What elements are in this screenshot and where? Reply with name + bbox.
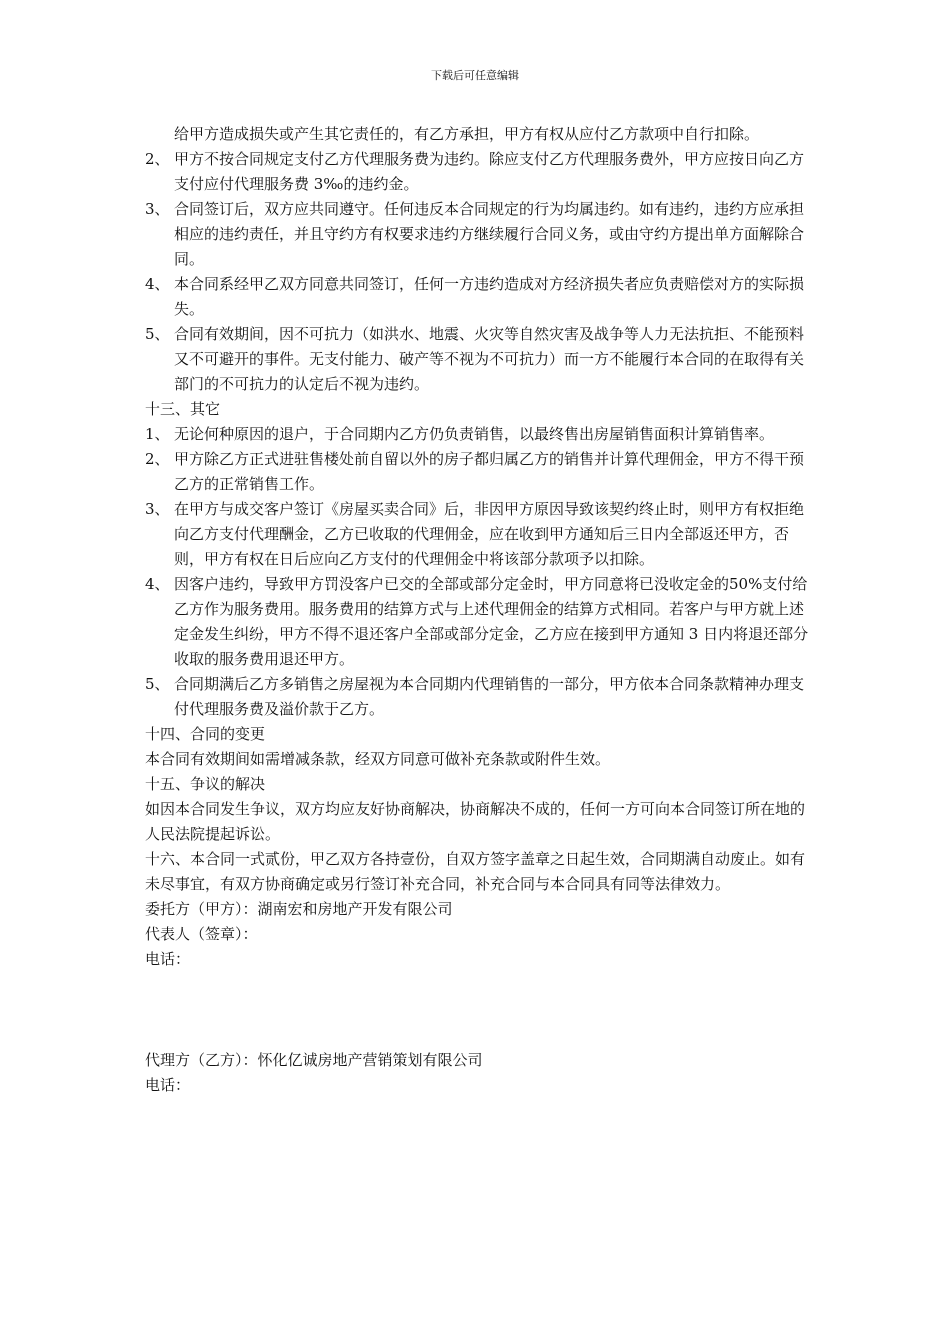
clause-13-5 — [145, 672, 810, 722]
clause-number: 4、 — [145, 575, 170, 593]
clause-text: 因客户违约，导致甲方罚没客户已交的全部或部分定金时，甲方同意将已没收定金的50%支付给乙方作为服务费用。服务费用的结算方式与上述代理佣金的结算方式相同。若客户与甲方就上述定金发生纠纷，甲方不得不退还客户全部或部分定金，乙方应在接到甲方通知 3 日内将退还部分收取的服务费用退还甲方。 — [174, 575, 809, 668]
clause-number: 5、 — [145, 675, 170, 693]
clause-12-5 — [145, 322, 810, 397]
page-header-note: 下载后可任意编辑 — [431, 69, 519, 82]
document-body — [145, 122, 810, 1098]
clause-number: 5、 — [145, 325, 170, 343]
party-a-phone-label: 电话： — [145, 950, 191, 968]
clause-13-1 — [145, 422, 810, 447]
clause-12-2 — [145, 147, 810, 197]
clause-number: 2、 — [145, 450, 170, 468]
party-a-label: 委托方（甲方）：湖南宏和房地产开发有限公司 — [145, 900, 453, 918]
clause-12-3 — [145, 197, 810, 272]
clause-text: 合同期满后乙方多销售之房屋视为本合同期内代理销售的一部分，甲方依本合同条款精神办理支付代理服务费及溢价款于乙方。 — [174, 675, 805, 718]
clause-number: 3、 — [145, 500, 170, 518]
clause-text: 合同签订后，双方应共同遵守。任何违反本合同规定的行为均属违约。如有违约，违约方应承担相应的违约责任，并且守约方有权要求违约方继续履行合同义务，或由守约方提出单方面解除合同。 — [174, 200, 805, 268]
clause-text: 本合同系经甲乙双方同意共同签订，任何一方违约造成对方经济损失者应负责赔偿对方的实际损失。 — [174, 275, 805, 318]
section-15-title: 十五、争议的解决 — [145, 775, 266, 793]
clause-number: 1、 — [145, 425, 170, 443]
section-12-list — [145, 147, 810, 397]
clause-13-2 — [145, 447, 810, 497]
clause-text: 在甲方与成交客户签订《房屋买卖合同》后，非因甲方原因导致该契约终止时，则甲方有权拒绝向乙方支付代理酬金，乙方已收取的代理佣金，应在收到甲方通知后三日内全部返还甲方，否则，甲方有权在日后应向乙方支付的代理佣金中将该部分款项予以扣除。 — [174, 500, 805, 568]
section-16-text: 十六、本合同一式贰份，甲乙双方各持壹份，自双方签字盖章之日起生效，合同期满自动废止。如有未尽事宜，有双方协商确定或另行签订补充合同，补充合同与本合同具有同等法律效力。 — [145, 850, 806, 893]
party-b-phone-label: 电话： — [145, 1076, 191, 1094]
clause-text: 甲方不按合同规定支付乙方代理服务费为违约。除应支付乙方代理服务费外，甲方应按日向乙方支付应付代理服务费 3‰的违约金。 — [174, 150, 805, 193]
section-15-text: 如因本合同发生争议，双方均应友好协商解决，协商解决不成的，任何一方可向本合同签订所在地的人民法院提起诉讼。 — [145, 800, 806, 843]
clause-text: 甲方除乙方正式进驻售楼处前自留以外的房子都归属乙方的销售并计算代理佣金，甲方不得干预乙方的正常销售工作。 — [174, 450, 805, 493]
clause-13-3 — [145, 497, 810, 572]
signature-spacer — [145, 972, 810, 1048]
clause-text: 合同有效期间，因不可抗力（如洪水、地震、火灾等自然灾害及战争等人力无法抗拒、不能预料又不可避开的事件。无支付能力、破产等不视为不可抗力）而一方不能履行本合同的在取得有关部门的不可抗力的认定后不视为违约。 — [174, 325, 805, 393]
party-b-label: 代理方（乙方）：怀化亿诚房地产营销策划有限公司 — [145, 1051, 483, 1069]
representative-signature-label: 代表人（签章）： — [145, 925, 258, 943]
clause-12-4 — [145, 272, 810, 322]
clause-number: 2、 — [145, 150, 170, 168]
clause-continuation: 给甲方造成损失或产生其它责任的，有乙方承担，甲方有权从应付乙方款项中自行扣除。 — [174, 125, 760, 143]
section-13-list — [145, 422, 810, 722]
clause-text: 无论何种原因的退户，于合同期内乙方仍负责销售，以最终售出房屋销售面积计算销售率。 — [174, 425, 775, 443]
clause-number: 4、 — [145, 275, 170, 293]
clause-13-4 — [145, 572, 810, 672]
clause-number: 3、 — [145, 200, 170, 218]
section-14-title: 十四、合同的变更 — [145, 725, 266, 743]
section-13-title: 十三、其它 — [145, 400, 221, 418]
section-14-text: 本合同有效期间如需增减条款，经双方同意可做补充条款或附件生效。 — [145, 750, 611, 768]
